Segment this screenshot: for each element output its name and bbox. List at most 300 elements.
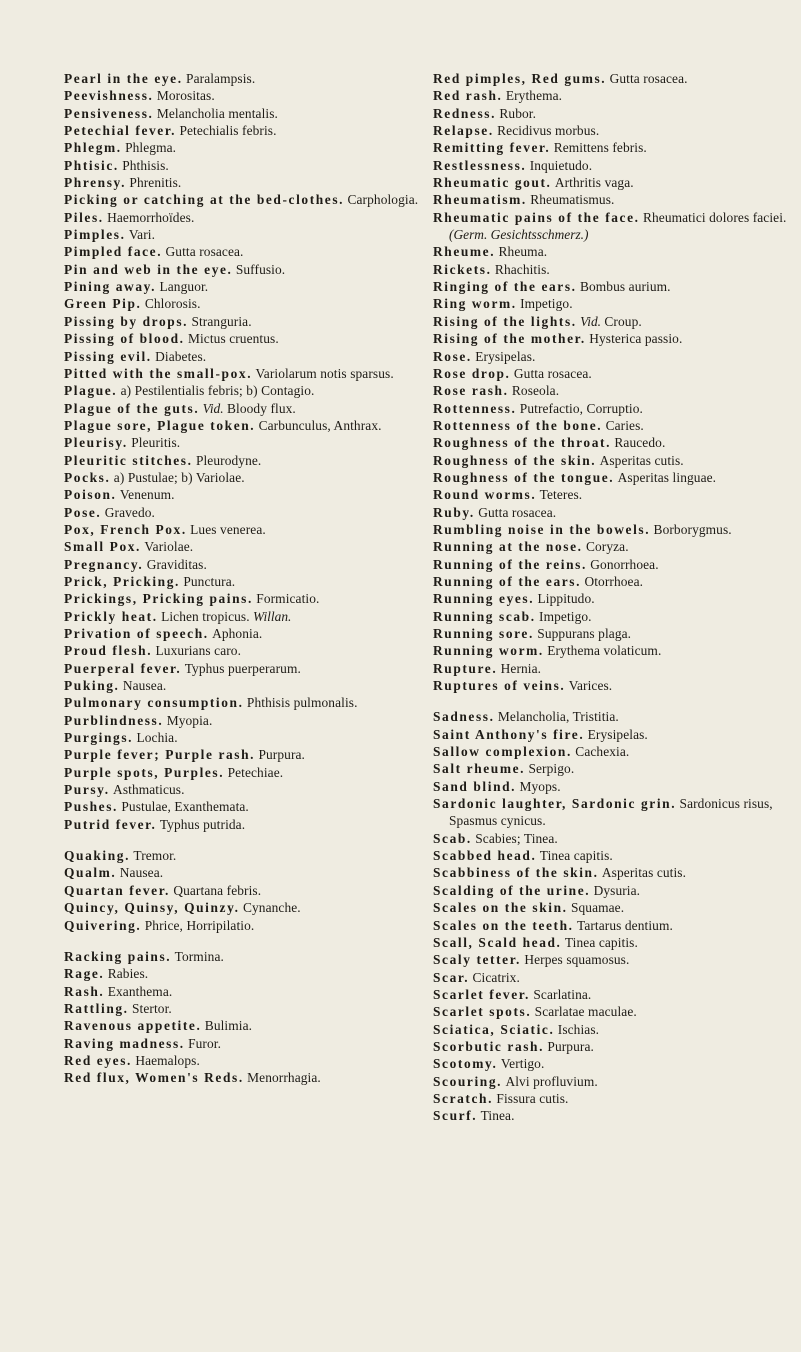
entry-term: Rheume. bbox=[433, 244, 496, 260]
entry-latin-translation: Caries. bbox=[605, 417, 644, 433]
entry-latin-translation: Vari. bbox=[128, 227, 156, 243]
entry-term: Racking pains. bbox=[64, 948, 172, 964]
dictionary-entry bbox=[64, 226, 424, 243]
entry-latin-translation: Myops. bbox=[519, 778, 561, 794]
entry-latin-translation: a) Pustulae; b) Variolae. bbox=[113, 469, 245, 485]
entry-latin-translation: Venenum. bbox=[119, 487, 175, 503]
entry-latin-translation: Diabetes. bbox=[155, 348, 207, 364]
dictionary-entry bbox=[433, 1107, 791, 1124]
entry-term: Pimpled face. bbox=[64, 244, 163, 260]
dictionary-entry bbox=[433, 417, 791, 434]
entry-term: Phtisic. bbox=[64, 157, 119, 173]
entry-latin-translation: Nausea. bbox=[122, 678, 167, 694]
entry-term: Ravenous appetite. bbox=[64, 1018, 202, 1034]
dictionary-entry bbox=[433, 261, 791, 278]
entry-term: Round worms. bbox=[433, 487, 537, 503]
entry-latin-translation: Inquietudo. bbox=[529, 157, 593, 173]
dictionary-entry bbox=[433, 556, 791, 573]
entry-latin-translation: Lichen tropicus. bbox=[161, 608, 250, 624]
entry-term: Pleurisy. bbox=[64, 435, 128, 451]
dictionary-entry bbox=[433, 70, 791, 87]
entry-term: Pleuritic stitches. bbox=[64, 452, 193, 468]
entry-latin-translation: Dysuria. bbox=[593, 882, 641, 898]
entry-latin-translation: Bulimia. bbox=[204, 1018, 253, 1034]
section-gap bbox=[64, 934, 424, 948]
entry-term: Scorbutic rash. bbox=[433, 1038, 545, 1054]
entry-latin-translation: Phrenitis. bbox=[129, 175, 182, 191]
dictionary-entry bbox=[64, 917, 424, 934]
dictionary-entry bbox=[64, 816, 424, 833]
entry-latin-translation: Teteres. bbox=[539, 487, 583, 503]
dictionary-entry bbox=[64, 469, 424, 486]
dictionary-entry bbox=[433, 400, 791, 417]
dictionary-entry bbox=[64, 798, 424, 815]
entry-term: Sand blind. bbox=[433, 778, 517, 794]
entry-latin-translation: Furor. bbox=[188, 1035, 222, 1051]
entry-latin-translation: Menorrhagia. bbox=[247, 1070, 321, 1086]
dictionary-entry bbox=[433, 951, 791, 968]
entry-term: Rupture. bbox=[433, 660, 498, 676]
entry-latin-translation: Asthmaticus. bbox=[113, 782, 185, 798]
entry-latin-translation: Vertigo. bbox=[500, 1056, 545, 1072]
entry-term: Scabbiness of the skin. bbox=[433, 865, 599, 881]
dictionary-entry bbox=[433, 830, 791, 847]
entry-latin-translation: Punctura. bbox=[183, 573, 236, 589]
entry-latin-translation: Otorrhoea. bbox=[584, 573, 644, 589]
dictionary-entry bbox=[64, 781, 424, 798]
entry-term: Plague. bbox=[64, 383, 118, 399]
dictionary-entry bbox=[64, 295, 424, 312]
dictionary-entry bbox=[64, 948, 424, 965]
dictionary-entry bbox=[433, 760, 791, 777]
dictionary-entry bbox=[64, 1069, 424, 1086]
dictionary-entry bbox=[433, 608, 791, 625]
entry-latin-translation: Haemalops. bbox=[135, 1052, 200, 1068]
entry-term: Roughness of the skin. bbox=[433, 452, 597, 468]
entry-term: Scurf. bbox=[433, 1108, 478, 1124]
entry-latin-translation: Raucedo. bbox=[614, 435, 666, 451]
entry-latin-translation: Cachexia. bbox=[575, 744, 630, 760]
entry-term: Roughness of the throat. bbox=[433, 435, 612, 451]
entry-latin-translation: Tinea capitis. bbox=[564, 934, 638, 950]
entry-term: Salt rheume. bbox=[433, 761, 526, 777]
entry-latin-translation: a) Pestilentialis febris; b) Contagio. bbox=[120, 383, 315, 399]
entry-term: Pocks. bbox=[64, 469, 111, 485]
entry-term: Pensiveness. bbox=[64, 105, 154, 121]
right-column bbox=[433, 70, 791, 1125]
dictionary-entry bbox=[433, 122, 791, 139]
dictionary-entry bbox=[433, 486, 791, 503]
entry-term: Red eyes. bbox=[64, 1052, 132, 1068]
dictionary-entry bbox=[433, 382, 791, 399]
dictionary-entry bbox=[64, 486, 424, 503]
entry-latin-translation: Sardonicus risus, Spasmus cynicus. bbox=[449, 796, 773, 829]
entry-latin-translation: Lues venerea. bbox=[190, 521, 266, 537]
entry-term: Scab. bbox=[433, 830, 472, 846]
entry-term: Small Pox. bbox=[64, 539, 142, 555]
entry-latin-translation: Paralampsis. bbox=[186, 71, 256, 86]
dictionary-entry bbox=[64, 712, 424, 729]
entry-latin-translation: Coryza. bbox=[585, 539, 629, 555]
entry-latin-translation: Asperitas cutis. bbox=[601, 865, 687, 881]
entry-latin-translation: Erysipelas. bbox=[587, 726, 648, 742]
entry-latin-translation: Gutta rosacea. bbox=[513, 365, 592, 381]
entry-term: Petechial fever. bbox=[64, 123, 177, 139]
dictionary-entry bbox=[64, 864, 424, 881]
dictionary-entry bbox=[64, 538, 424, 555]
entry-latin-translation: Lochia. bbox=[136, 730, 178, 746]
dictionary-entry bbox=[433, 882, 791, 899]
entry-latin-translation: Squamae. bbox=[570, 900, 625, 916]
entry-term: Purblindness. bbox=[64, 712, 164, 728]
dictionary-entry bbox=[64, 1035, 424, 1052]
dictionary-entry bbox=[64, 625, 424, 642]
dictionary-entry bbox=[64, 417, 424, 434]
dictionary-entry bbox=[64, 243, 424, 260]
entry-latin-translation: Gutta rosacea. bbox=[165, 244, 244, 260]
dictionary-entry bbox=[433, 1038, 791, 1055]
entry-term: Pulmonary consumption. bbox=[64, 695, 244, 711]
entry-term: Scaly tetter. bbox=[433, 952, 521, 968]
dictionary-entry bbox=[433, 899, 791, 916]
entry-term: Running at the nose. bbox=[433, 539, 583, 555]
entry-latin-translation: Tartarus dentium. bbox=[576, 917, 673, 933]
entry-latin-translation: Impetigo. bbox=[539, 608, 592, 624]
entry-term: Scabbed head. bbox=[433, 848, 537, 864]
entry-latin-translation: Scabies; Tinea. bbox=[475, 830, 558, 846]
entry-latin-translation: Petechiae. bbox=[227, 764, 284, 780]
entry-term: Rattling. bbox=[64, 1000, 129, 1016]
entry-latin-translation: Typhus puerperarum. bbox=[184, 660, 301, 676]
entry-latin-translation: Variolarum notis sparsus. bbox=[255, 365, 394, 381]
entry-latin-translation: Rabies. bbox=[107, 966, 149, 982]
dictionary-entry bbox=[64, 452, 424, 469]
entry-latin-translation: Pustulae, Exanthemata. bbox=[121, 799, 249, 815]
entry-term: Pissing of blood. bbox=[64, 331, 185, 347]
dictionary-entry bbox=[64, 573, 424, 590]
entry-term: Pimples. bbox=[64, 227, 126, 243]
dictionary-entry bbox=[64, 105, 424, 122]
dictionary-entry bbox=[433, 986, 791, 1003]
section-gap bbox=[64, 833, 424, 847]
entry-latin-translation: Bombus aurium. bbox=[579, 279, 671, 295]
dictionary-entry bbox=[433, 87, 791, 104]
entry-latin-translation: Rhachitis. bbox=[494, 261, 550, 277]
dictionary-entry bbox=[64, 87, 424, 104]
entry-term: Plague sore, Plague token. bbox=[64, 417, 256, 433]
entry-latin-translation: Roseola. bbox=[511, 383, 560, 399]
entry-term: Ring worm. bbox=[433, 296, 517, 312]
entry-latin-translation: Haemorrhoïdes. bbox=[107, 209, 195, 225]
entry-note: (Germ. Gesichtsschmerz.) bbox=[449, 227, 589, 243]
entry-term: Running scab. bbox=[433, 608, 536, 624]
dictionary-entry bbox=[433, 452, 791, 469]
entry-term: Sadness. bbox=[433, 709, 495, 725]
entry-latin-translation: Scarlatina. bbox=[533, 986, 592, 1002]
dictionary-entry bbox=[433, 278, 791, 295]
entry-latin-translation: Gonorrhoea. bbox=[590, 556, 659, 572]
dictionary-entry bbox=[64, 70, 424, 87]
entry-latin-translation: Ischias. bbox=[557, 1021, 600, 1037]
dictionary-entry bbox=[64, 174, 424, 191]
entry-latin-translation: Suppurans plaga. bbox=[537, 626, 632, 641]
entry-term: Pose. bbox=[64, 504, 102, 520]
entry-term: Qualm. bbox=[64, 865, 117, 881]
dictionary-entry bbox=[433, 917, 791, 934]
dictionary-entry bbox=[433, 625, 791, 642]
entry-term: Prick, Pricking. bbox=[64, 573, 180, 589]
entry-term: Purple spots, Purples. bbox=[64, 764, 225, 780]
entry-latin-translation: Borborygmus. bbox=[653, 521, 732, 537]
dictionary-entry bbox=[64, 261, 424, 278]
entry-latin-translation: Lippitudo. bbox=[537, 591, 595, 607]
entry-latin-translation: Phrice, Horripilatio. bbox=[144, 917, 255, 933]
entry-latin-translation: Alvi profluvium. bbox=[505, 1073, 598, 1089]
dictionary-entry bbox=[433, 174, 791, 191]
entry-latin-translation: Purpura. bbox=[547, 1038, 594, 1054]
entry-latin-translation: Stranguria. bbox=[191, 313, 252, 329]
entry-latin-translation: Languor. bbox=[159, 279, 209, 295]
entry-latin-translation: Quartana febris. bbox=[173, 882, 262, 898]
entry-term: Pursy. bbox=[64, 782, 110, 798]
entry-latin-translation: Stertor. bbox=[131, 1000, 172, 1016]
entry-term: Ringing of the ears. bbox=[433, 279, 577, 295]
dictionary-entry bbox=[64, 139, 424, 156]
entry-latin-translation: Cynanche. bbox=[242, 900, 301, 916]
entry-term: Red pimples, Red gums. bbox=[433, 71, 607, 86]
entry-latin-translation: Herpes squamosus. bbox=[524, 952, 630, 968]
entry-term: Quartan fever. bbox=[64, 882, 170, 898]
entry-term: Rottenness of the bone. bbox=[433, 417, 603, 433]
entry-latin-translation: Tormina. bbox=[174, 948, 224, 964]
entry-term: Pissing by drops. bbox=[64, 313, 189, 329]
dictionary-entry bbox=[433, 847, 791, 864]
entry-latin-translation: Tinea. bbox=[480, 1108, 515, 1124]
entry-term: Purgings. bbox=[64, 730, 134, 746]
dictionary-entry bbox=[433, 365, 791, 382]
entry-term: Pissing evil. bbox=[64, 348, 152, 364]
entry-term: Rottenness. bbox=[433, 400, 517, 416]
dictionary-entry bbox=[64, 313, 424, 330]
entry-latin-translation: Gutta rosacea. bbox=[478, 504, 557, 520]
dictionary-entry bbox=[64, 1000, 424, 1017]
entry-term: Scar. bbox=[433, 969, 470, 985]
entry-term: Raving madness. bbox=[64, 1035, 185, 1051]
entry-term: Pregnancy. bbox=[64, 556, 144, 572]
entry-term: Prickly heat. bbox=[64, 608, 158, 624]
dictionary-entry bbox=[433, 1021, 791, 1038]
entry-term: Scales on the teeth. bbox=[433, 917, 574, 933]
entry-latin-translation: Variolae. bbox=[144, 539, 194, 555]
entry-latin-translation: Petechialis febris. bbox=[179, 123, 277, 139]
dictionary-entry bbox=[64, 382, 424, 399]
dictionary-entry bbox=[64, 642, 424, 659]
dictionary-entry bbox=[64, 191, 424, 208]
entry-latin-translation: Exanthema. bbox=[107, 983, 173, 999]
entry-term: Green Pip. bbox=[64, 296, 142, 312]
dictionary-entry bbox=[433, 313, 791, 330]
entry-latin-translation: Erythema. bbox=[505, 88, 563, 104]
dictionary-entry bbox=[64, 983, 424, 1000]
entry-latin-translation: Bloody flux. bbox=[226, 400, 296, 416]
entry-latin-translation: Luxurians caro. bbox=[155, 643, 242, 659]
dictionary-entry bbox=[64, 434, 424, 451]
entry-term: Piles. bbox=[64, 209, 104, 225]
dictionary-entry bbox=[64, 556, 424, 573]
entry-term: Running sore. bbox=[433, 626, 534, 641]
entry-term: Rickets. bbox=[433, 261, 492, 277]
entry-term: Rage. bbox=[64, 966, 105, 982]
entry-term: Pearl in the eye. bbox=[64, 71, 183, 86]
dictionary-entry bbox=[433, 864, 791, 881]
entry-term: Pox, French Pox. bbox=[64, 521, 187, 537]
dictionary-entry bbox=[433, 726, 791, 743]
dictionary-entry bbox=[433, 969, 791, 986]
dictionary-entry bbox=[64, 157, 424, 174]
entry-term: Quivering. bbox=[64, 917, 142, 933]
dictionary-entry bbox=[64, 847, 424, 864]
entry-term: Scratch. bbox=[433, 1090, 494, 1106]
entry-latin-translation: Erysipelas. bbox=[475, 348, 536, 364]
entry-latin-translation: Asperitas cutis. bbox=[599, 452, 684, 468]
entry-term: Rheumatism. bbox=[433, 192, 527, 208]
dictionary-entry bbox=[64, 729, 424, 746]
dictionary-entry bbox=[64, 1052, 424, 1069]
entry-latin-translation: Varices. bbox=[568, 678, 613, 694]
entry-term: Roughness of the tongue. bbox=[433, 469, 615, 485]
entry-latin-translation: Erythema volaticum. bbox=[547, 643, 662, 659]
dictionary-entry bbox=[433, 191, 791, 208]
dictionary-entry bbox=[64, 694, 424, 711]
dictionary-entry bbox=[433, 521, 791, 538]
entry-latin-translation: Melancholia, Tristitia. bbox=[497, 709, 619, 725]
dictionary-entry bbox=[433, 348, 791, 365]
dictionary-entry bbox=[64, 608, 424, 625]
entry-latin-translation: Recidivus morbus. bbox=[497, 123, 600, 139]
entry-term: Ruptures of veins. bbox=[433, 678, 566, 694]
entry-latin-translation: Gravedo. bbox=[104, 504, 155, 520]
entry-latin-translation: Tinea capitis. bbox=[539, 848, 613, 864]
dictionary-entry bbox=[433, 504, 791, 521]
dictionary-entry bbox=[433, 642, 791, 659]
dictionary-entry bbox=[64, 122, 424, 139]
entry-term: Rumbling noise in the bowels. bbox=[433, 521, 651, 537]
entry-term: Rose rash. bbox=[433, 383, 509, 399]
dictionary-entry bbox=[433, 778, 791, 795]
dictionary-entry bbox=[433, 1003, 791, 1020]
dictionary-entry bbox=[433, 330, 791, 347]
dictionary-entry bbox=[433, 1090, 791, 1107]
dictionary-entry bbox=[433, 934, 791, 951]
entry-term: Rose drop. bbox=[433, 365, 511, 381]
entry-latin-translation: Purpura. bbox=[258, 747, 305, 763]
dictionary-entry bbox=[433, 538, 791, 555]
entry-term: Rheumatic pains of the face. bbox=[433, 209, 640, 225]
entry-term: Quaking. bbox=[64, 848, 131, 864]
left-column bbox=[64, 70, 424, 1087]
entry-latin-translation: Arthritis vaga. bbox=[554, 175, 634, 191]
dictionary-entry bbox=[64, 677, 424, 694]
dictionary-entry bbox=[64, 365, 424, 382]
entry-term: Restlessness. bbox=[433, 157, 527, 173]
entry-term: Purple fever; Purple rash. bbox=[64, 747, 256, 763]
entry-latin-translation: Impetigo. bbox=[520, 296, 573, 312]
dictionary-entry bbox=[433, 677, 791, 694]
entry-term: Quincy, Quinsy, Quinzy. bbox=[64, 900, 240, 916]
entry-term: Sallow complexion. bbox=[433, 744, 572, 760]
entry-note: Willan. bbox=[253, 608, 292, 624]
entry-term: Rheumatic gout. bbox=[433, 175, 552, 191]
entry-latin-translation: Phthisis. bbox=[122, 157, 169, 173]
entry-latin-translation: Pleurodyne. bbox=[195, 452, 262, 468]
entry-term: Pushes. bbox=[64, 799, 118, 815]
entry-term: Relapse. bbox=[433, 123, 494, 139]
entry-latin-translation: Formicatio. bbox=[256, 591, 320, 607]
entry-term: Rising of the mother. bbox=[433, 331, 586, 347]
dictionary-entry bbox=[64, 209, 424, 226]
entry-term: Ruby. bbox=[433, 504, 475, 520]
dictionary-entry bbox=[64, 521, 424, 538]
entry-latin-translation: Cicatrix. bbox=[472, 969, 520, 985]
entry-latin-translation: Serpigo. bbox=[528, 761, 575, 777]
entry-latin-translation: Aphonia. bbox=[212, 626, 263, 641]
entry-term: Pining away. bbox=[64, 279, 157, 295]
entry-reference-marker: Vid. bbox=[202, 400, 224, 416]
entry-term: Scall, Scald head. bbox=[433, 934, 562, 950]
entry-latin-translation: Nausea. bbox=[119, 865, 164, 881]
entry-term: Putrid fever. bbox=[64, 816, 157, 832]
entry-latin-translation: Myopia. bbox=[166, 712, 213, 728]
entry-term: Scarlet spots. bbox=[433, 1004, 532, 1020]
dictionary-entry bbox=[433, 660, 791, 677]
entry-latin-translation: Gutta rosacea. bbox=[609, 71, 688, 86]
entry-term: Scotomy. bbox=[433, 1056, 498, 1072]
entry-latin-translation: Scarlatae maculae. bbox=[534, 1004, 637, 1020]
dictionary-entry bbox=[433, 157, 791, 174]
entry-latin-translation: Carphologia. bbox=[347, 192, 419, 208]
entry-latin-translation: Remittens febris. bbox=[553, 140, 647, 156]
dictionary-entry bbox=[433, 243, 791, 260]
entry-term: Picking or catching at the bed-clothes. bbox=[64, 192, 345, 208]
dictionary-entry bbox=[433, 795, 791, 830]
entry-latin-translation: Graviditas. bbox=[146, 556, 207, 572]
entry-term: Scales on the skin. bbox=[433, 900, 568, 916]
dictionary-entry bbox=[64, 348, 424, 365]
entry-latin-translation: Asperitas linguae. bbox=[617, 469, 717, 485]
entry-term: Pin and web in the eye. bbox=[64, 261, 233, 277]
entry-latin-translation: Suffusio. bbox=[235, 261, 286, 277]
dictionary-entry bbox=[64, 764, 424, 781]
entry-term: Privation of speech. bbox=[64, 626, 209, 641]
dictionary-entry bbox=[433, 295, 791, 312]
entry-latin-translation: Tremor. bbox=[133, 848, 177, 864]
dictionary-entry bbox=[433, 743, 791, 760]
entry-latin-translation: Mictus cruentus. bbox=[187, 331, 279, 347]
dictionary-entry bbox=[433, 139, 791, 156]
entry-latin-translation: Morositas. bbox=[156, 88, 215, 104]
dictionary-entry bbox=[433, 105, 791, 122]
entry-latin-translation: Hernia. bbox=[500, 660, 542, 676]
dictionary-entry bbox=[64, 330, 424, 347]
entry-latin-translation: Melancholia mentalis. bbox=[156, 105, 278, 121]
entry-latin-translation: Croup. bbox=[604, 313, 642, 329]
entry-term: Rose. bbox=[433, 348, 472, 364]
dictionary-entry bbox=[64, 746, 424, 763]
entry-term: Rising of the lights. bbox=[433, 313, 577, 329]
entry-latin-translation: Pleuritis. bbox=[131, 435, 181, 451]
entry-term: Red flux, Women's Reds. bbox=[64, 1070, 244, 1086]
entry-term: Running eyes. bbox=[433, 591, 535, 607]
